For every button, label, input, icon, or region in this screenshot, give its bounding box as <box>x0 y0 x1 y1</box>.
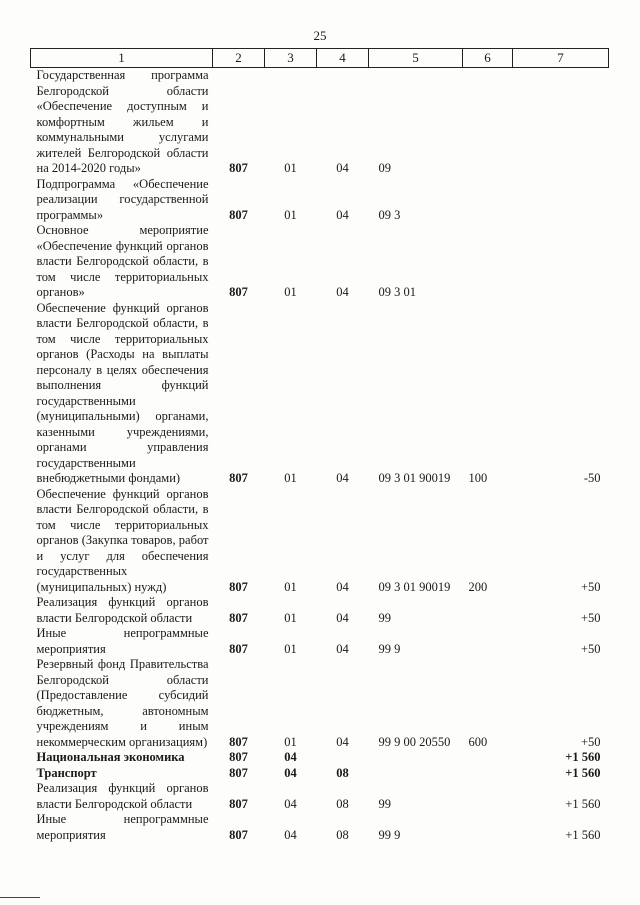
row-name: Иные непрограммные мероприятия <box>36 626 209 656</box>
row-subsection: 04 <box>336 471 349 485</box>
row-name: Обеспечение функций органов власти Белгородской области, в том числе территориальных органов (Расходы на выплаты персоналу в целях обеспечения выполнения функций государственными (муниципальными) органами, казенными учреждениями, органами управления государственными внебюджетными фондами) <box>36 300 209 485</box>
row-glava: 807 <box>229 285 248 299</box>
row-section: 04 <box>284 827 297 842</box>
row-name: Резервный фонд Правительства Белгородской области (Предоставление субсидий бюджетным, автономным учреждениям и иным некоммерческим организациям) <box>36 657 209 749</box>
row-subsection: 08 <box>336 765 349 780</box>
row-section: 01 <box>284 641 297 656</box>
row-target-article <box>369 750 463 766</box>
row-amount: +1 560 <box>565 750 601 764</box>
row-target-article: 99 <box>378 610 391 625</box>
row-expense-type <box>463 68 513 177</box>
row-target-article: 99 9 <box>378 641 401 656</box>
row-name: Транспорт <box>36 765 97 780</box>
row-glava: 807 <box>229 827 248 842</box>
row-glava: 807 <box>229 734 248 749</box>
row-target-article: 09 3 01 <box>378 285 416 299</box>
row-section: 01 <box>284 207 297 222</box>
table-row <box>31 301 609 487</box>
table-row <box>31 68 609 177</box>
row-amount: +50 <box>580 610 601 625</box>
row-expense-type: 600 <box>468 734 488 749</box>
row-glava: 807 <box>229 207 248 222</box>
row-amount <box>513 223 609 301</box>
row-subsection: 04 <box>336 161 349 175</box>
row-expense-type <box>463 595 513 626</box>
row-section: 01 <box>284 285 297 299</box>
budget-table <box>30 48 609 843</box>
row-glava: 807 <box>229 471 248 485</box>
column-header-amount: 7 <box>513 49 609 68</box>
row-subsection: 04 <box>336 579 349 594</box>
column-header-target-article: 5 <box>369 49 463 68</box>
row-glava: 807 <box>229 796 248 811</box>
row-name: Государственная программа Белгородской области «Обеспечение доступным и комфортным жильем и коммунальными услугами жителей Белгородской области на 2014-2020 годы» <box>36 68 209 175</box>
row-section: 01 <box>284 610 297 625</box>
table-row <box>31 750 609 766</box>
row-expense-type: 100 <box>468 471 488 485</box>
row-section: 01 <box>284 161 297 175</box>
page-number: 25 <box>313 28 327 43</box>
row-expense-type <box>463 750 513 766</box>
row-expense-type <box>463 223 513 301</box>
row-glava: 807 <box>229 579 248 594</box>
row-expense-type <box>463 177 513 224</box>
column-header-row <box>31 49 609 68</box>
row-amount <box>513 68 609 177</box>
table-row <box>31 595 609 626</box>
table-row <box>31 487 609 596</box>
row-target-article: 09 3 <box>378 207 401 222</box>
column-header-expense-type: 6 <box>463 49 513 68</box>
row-section: 04 <box>284 765 297 780</box>
table-body <box>31 68 609 844</box>
row-amount: +50 <box>580 579 601 594</box>
row-subsection: 08 <box>336 827 349 842</box>
column-header-section: 3 <box>265 49 317 68</box>
table-row <box>31 223 609 301</box>
table-row <box>31 812 609 843</box>
row-amount: +1 560 <box>565 827 601 842</box>
row-glava: 807 <box>229 161 248 175</box>
row-subsection: 04 <box>336 641 349 656</box>
row-section: 04 <box>284 750 297 764</box>
row-expense-type <box>463 766 513 782</box>
row-glava: 807 <box>229 610 248 625</box>
row-amount: -50 <box>583 471 601 485</box>
row-subsection <box>317 750 369 766</box>
row-section: 04 <box>284 796 297 811</box>
footer-rule <box>0 897 40 898</box>
row-subsection: 04 <box>336 285 349 299</box>
row-section: 01 <box>284 734 297 749</box>
table-row <box>31 766 609 782</box>
row-name: Иные непрограммные мероприятия <box>36 812 209 842</box>
row-name: Реализация функций органов власти Белгородской области <box>36 595 209 625</box>
row-expense-type <box>463 626 513 657</box>
row-target-article: 99 9 <box>378 827 401 842</box>
row-amount: +1 560 <box>565 796 601 811</box>
row-amount: +50 <box>580 734 601 749</box>
row-glava: 807 <box>229 641 248 656</box>
column-header-name: 1 <box>31 49 213 68</box>
row-subsection: 04 <box>336 734 349 749</box>
table-row <box>31 177 609 224</box>
row-subsection: 04 <box>336 207 349 222</box>
row-amount: +50 <box>580 641 601 656</box>
row-expense-type <box>463 812 513 843</box>
row-subsection: 08 <box>336 796 349 811</box>
table-row <box>31 781 609 812</box>
row-target-article: 09 3 01 90019 <box>378 579 451 594</box>
row-section: 01 <box>284 471 297 485</box>
row-amount <box>513 177 609 224</box>
row-glava: 807 <box>229 765 248 780</box>
table-row <box>31 657 609 750</box>
row-target-article: 99 <box>378 796 391 811</box>
row-target-article <box>369 766 463 782</box>
row-target-article: 09 3 01 90019 <box>378 471 451 485</box>
row-target-article: 99 9 00 20550 <box>378 734 451 749</box>
row-expense-type <box>463 781 513 812</box>
row-expense-type: 200 <box>468 579 488 594</box>
row-amount: +1 560 <box>565 765 601 780</box>
row-name: Обеспечение функций органов власти Белгородской области, в том числе территориальных органов (Закупка товаров, работ и услуг для обеспечения государственных (муниципальных) нужд) <box>36 486 209 594</box>
row-glava: 807 <box>229 750 248 764</box>
row-name: Основное мероприятие «Обеспечение функций органов власти Белгородской области, в том числе территориальных органов» <box>36 223 209 299</box>
row-target-article: 09 <box>378 161 391 175</box>
column-header-glava: 2 <box>213 49 265 68</box>
table-row <box>31 626 609 657</box>
row-name: Национальная экономика <box>36 750 185 764</box>
row-section: 01 <box>284 579 297 594</box>
row-name: Реализация функций органов власти Белгородской области <box>36 781 209 811</box>
column-header-subsection: 4 <box>317 49 369 68</box>
row-subsection: 04 <box>336 610 349 625</box>
row-name: Подпрограмма «Обеспечение реализации государственной программы» <box>36 176 209 222</box>
